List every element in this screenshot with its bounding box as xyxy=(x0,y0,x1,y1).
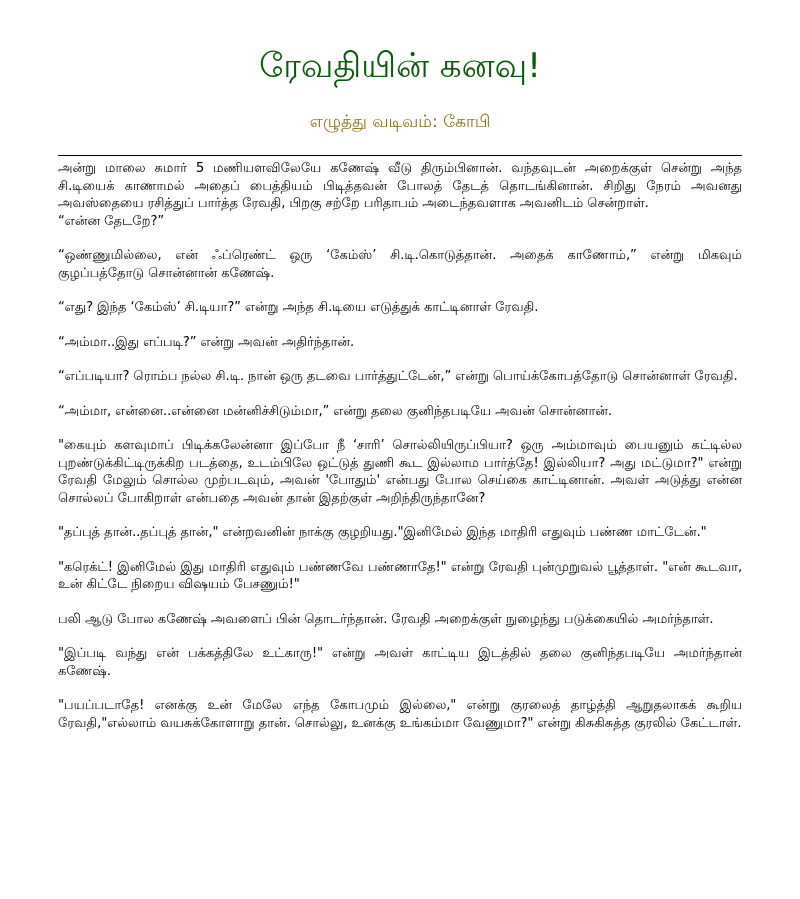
story-paragraph: "கையும் களவுமாப் பிடிக்கலேன்னா இப்போ நீ ‘சாரி’ சொல்லியிருப்பியா? ஒரு அம்மாவும் பையனும் கட்டில்ல புறண்டுக்கிட்டிருக்கிற படத்தை, உடம்பிலே ஒட்டுத் துணி கூட இல்லாம பார்த்தே! இல்லியா? அது மட்டுமா?" என்று ரேவதி மேலும் சொல்ல முற்படவும், அவன் 'போதும்' என்பது போல செய்கை காட்டினான். அவள் அடுத்து என்ன சொல்லப் போகிறாள் என்பதை அவன் தான் இதற்குள் அறிந்திருந்தானே? xyxy=(58,438,742,506)
story-paragraph: “என்ன தேடறே?” xyxy=(58,213,165,229)
story-paragraph: அன்று மாலை சுமார் 5 மணியளவிலேயே கணேஷ் வீடு திரும்பினான். வந்தவுடன் அறைக்குள் சென்று அந்த சி.டியைக் காணாமல் அதைப் பைத்தியம் பிடித்தவன் போலத் தேடத் தொடங்கினான். சிறிது நேரம் அவனது அவஸ்தையை ரசித்துப் பார்த்த ரேவதி, பிறகு சற்றே பரிதாபம் அடைந்தவளாக அவனிடம் சென்றாள். xyxy=(58,161,742,211)
story-paragraph: “ஒண்ணுமில்லை, என் ஃப்ரெண்ட் ஒரு ‘கேம்ஸ்’ சி.டி.கொடுத்தான். அதைக் காணோம்,” என்று மிகவும் குழப்பத்தோடு சொன்னான் கணேஷ். xyxy=(58,248,742,281)
story-paragraph: “அம்மா, என்னை..என்னை மன்னிச்சிடும்மா,” என்று தலை குனிந்தபடியே அவன் சொன்னான். xyxy=(58,403,612,419)
divider-rule xyxy=(58,155,742,156)
story-paragraph: "தப்புத் தான்..தப்புத் தான்," என்றவனின் நாக்கு குழறியது."இனிமேல் இந்த மாதிரி எதுவும் பண்ண மாட்டேன்." xyxy=(58,525,707,540)
story-paragraph: "கரெக்ட்! இனிமேல் இது மாதிரி எதுவும் பண்ணவே பண்ணாதே!" என்று ரேவதி புன்முறுவல் பூத்தாள். "என் கூடவா, உன் கிட்டே நிறைய விஷயம் பேசணும்!" xyxy=(58,559,742,592)
story-paragraph: "பயப்படாதே! எனக்கு உன் மேலே எந்த கோபமும் இல்லை," என்று குரலைத் தாழ்த்தி ஆறுதலாகக் கூறிய ரேவதி,"எல்லாம் வயசுக்கோளாறு தான். சொல்லு, உனக்கு உங்கம்மா வேணுமா?" என்று கிசுகிசுத்த குரலில் கேட்டாள். xyxy=(58,698,742,731)
story-paragraph: "இப்படி வந்து என் பக்கத்திலே உட்காரு!" என்று அவள் காட்டிய இடத்தில் தலை குனிந்தபடியே அமர்ந்தான் கணேஷ். xyxy=(58,646,742,679)
story-paragraph: பலி ஆடு போல கணேஷ் அவளைப் பின் தொடர்ந்தான். ரேவதி அறைக்குள் நுழைந்து படுக்கையில் அமர்ந்தாள். xyxy=(58,611,714,627)
page-title: ரேவதியின் கனவு! xyxy=(259,46,541,86)
story-body xyxy=(58,160,742,749)
story-paragraph: “அம்மா..இது எப்படி?” என்று அவன் அதிர்ந்தான். xyxy=(58,334,355,350)
story-paragraph: “எது? இந்த ‘கேம்ஸ்’ சி.டியா?” என்று அந்த சி.டியை எடுத்துக் காட்டினாள் ரேவதி. xyxy=(58,300,539,315)
author-byline: எழுத்து வடிவம்: கோபி xyxy=(309,112,491,132)
story-paragraph: “எப்படியா? ரொம்ப நல்ல சி.டி. நான் ஒரு தடவை பார்த்துட்டேன்,” என்று பொய்க்கோபத்தோடு சொன்னாள் ரேவதி. xyxy=(58,369,738,384)
